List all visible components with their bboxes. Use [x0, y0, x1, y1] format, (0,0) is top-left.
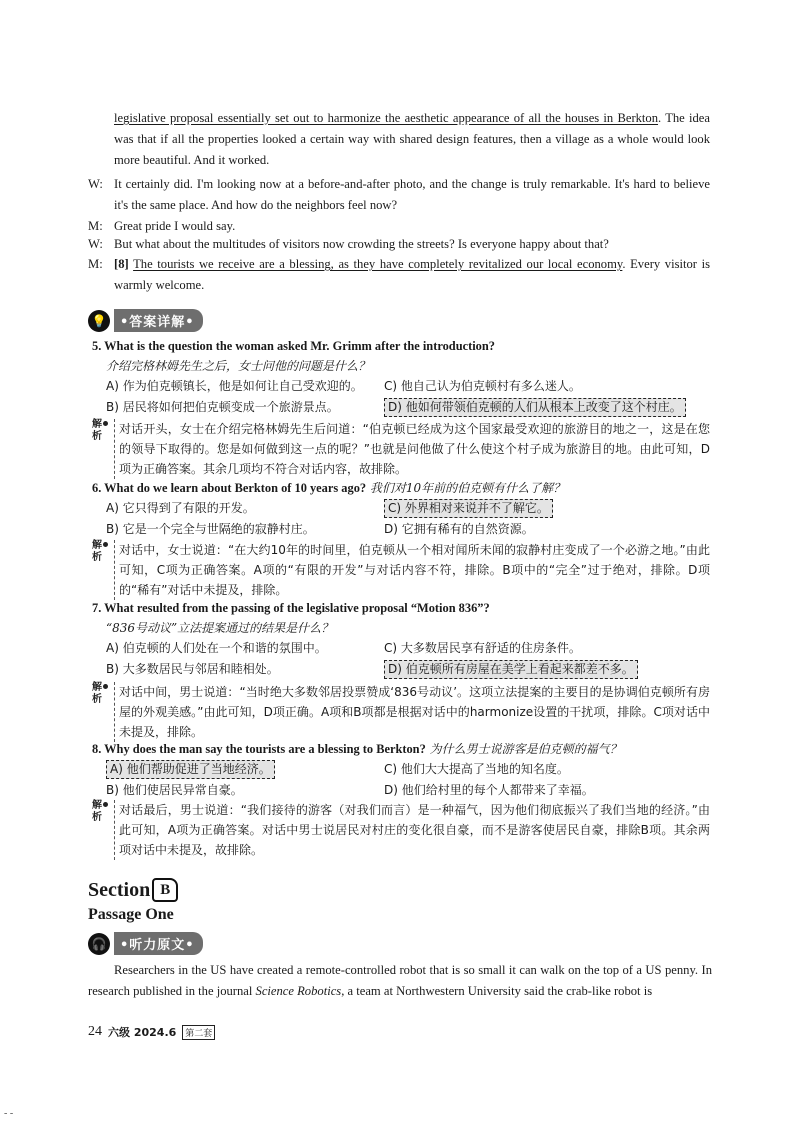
passage-paragraph — [88, 960, 712, 1002]
question-title-en: 8. Why does the man say the tourists are a blessing to Berkton? — [92, 742, 426, 756]
question-6 — [92, 478, 712, 540]
lightbulb-icon: 💡 — [88, 310, 110, 332]
question-marker: [8] — [114, 257, 129, 271]
footer-set-tag: 第二套 — [182, 1025, 215, 1040]
option-b: B) 他们使居民异常自豪。 — [106, 783, 243, 797]
option-c-correct: C) 外界相对来说并不了解它。 — [384, 499, 553, 518]
bullet-dot-icon — [103, 802, 108, 807]
question-translation: 为什么男士说游客是伯克顿的福气？ — [425, 742, 622, 756]
footer-label: 六级 2024.6 — [108, 1026, 177, 1039]
question-translation: 介绍完格林姆先生之后，女士问他的问题是什么？ — [106, 359, 371, 373]
option-d: D) 他们给村里的每个人都带来了幸福。 — [384, 783, 594, 797]
speaker-label: W: — [88, 237, 103, 251]
analysis-tag: 解析 — [92, 682, 102, 705]
question-translation: “836号动议”立法提案通过的结果是什么？ — [106, 621, 334, 635]
analysis-6 — [92, 540, 710, 600]
question-title-en: 6. What do we learn about Berkton of 10 years ago? — [92, 481, 367, 495]
analysis-tag: 解析 — [92, 800, 102, 823]
options-grid — [92, 376, 712, 418]
analysis-text: 对话开头，女士在介绍完格林姆先生后问道：“伯克顿已经成为这个国家最受欢迎的旅游目的地之一，这是在您的领导下取得的。您是如何做到这一点的呢？”也就是问他做了什么使这个村子成为旅游目的地。由此可知，D项为正确答案。其余几项均不符合对话内容，故排除。 — [114, 419, 710, 479]
option-a: A) 作为伯克顿镇长，他是如何让自己受欢迎的。 — [106, 379, 363, 393]
passage-title: Passage One — [88, 906, 174, 923]
option-c: C) 大多数居民享有舒适的住房条件。 — [384, 641, 581, 655]
headphones-icon: 🎧 — [88, 933, 110, 955]
option-d-correct: D) 他如何带领伯克顿的人们从根本上改变了这个村庄。 — [384, 398, 686, 417]
option-c: C) 他们大大提高了当地的知名度。 — [384, 762, 569, 776]
section-letter-badge: B — [152, 878, 178, 902]
dialogue-text: . Every visitor is warmly welcome. — [114, 257, 710, 292]
answer-detail-header — [88, 309, 203, 332]
dialogue-line — [88, 234, 710, 255]
dialogue-text: It certainly did. I'm looking now at a before-and-after photo, and the change is truly remarkable. It's hard to believe it's the same place. And how do the neighbors feel now? — [114, 177, 710, 212]
option-b: B) 它是一个完全与世隔绝的寂静村庄。 — [106, 522, 315, 536]
dialogue-text: . The idea was that if all the properties looked a certain way with shared design features, then a village as a whole would look more beautiful. And it worked. — [114, 111, 710, 167]
corner-mark: - - — [4, 1108, 14, 1119]
option-b: B) 居民将如何把伯克顿变成一个旅游景点。 — [106, 400, 339, 414]
analysis-text: 对话中间，男士说道：“当时绝大多数邻居投票赞成‘836号动议’。这项立法提案的主要目的是协调伯克顿所有房屋的外观美感。”由此可知，D项正确。A项和B项都是根据对话中的harmonize设置的干扰项，排除。C项对话中未提及，排除。 — [114, 682, 710, 742]
analysis-tag: 解析 — [92, 419, 102, 442]
journal-name: Science Robotics — [255, 984, 342, 998]
question-title — [92, 478, 712, 498]
question-5 — [92, 336, 712, 418]
bullet-dot-icon — [103, 542, 108, 547]
option-c: C) 他自己认为伯克顿村有多么迷人。 — [384, 379, 581, 393]
passage-text: , a team at Northwestern University said the crab-like robot is — [341, 984, 653, 998]
analysis-text: 对话最后，男士说道：“我们接待的游客（对我们而言）是一种福气，因为他们彻底振兴了我们当地的经济。”由此可知，A项为正确答案。对话中男士说居民对村庄的变化很自豪，而不是游客使居民自豪，排除B项。其余两项对话中未提及，故排除。 — [114, 800, 710, 860]
option-a-correct: A) 他们帮助促进了当地经济。 — [106, 760, 275, 779]
bullet-dot-icon — [103, 421, 108, 426]
passage-text: Researchers in the US have created a remote-controlled robot that is so small it can walk on the top of a US penny. In research published in the journal — [88, 963, 712, 998]
option-a: A) 伯克顿的人们处在一个和谐的氛围中。 — [106, 641, 327, 655]
analysis-text: 对话中，女士说道：“在大约10年的时间里，伯克顿从一个相对闻所未闻的寂静村庄变成了一个必游之地。”由此可知，C项为正确答案。A项的“有限的开发”与对话内容不符，排除。B项中的“完全”过于绝对，排除。D项的“稀有”对话中未提及，排除。 — [114, 540, 710, 600]
analysis-5 — [92, 419, 710, 479]
dialogue-text: Great pride I would say. — [114, 219, 236, 233]
dialogue-underlined-text: legislative proposal essentially set out to harmonize the aesthetic appearance of all the houses in Berkton — [114, 111, 659, 125]
question-title: 7. What resulted from the passing of the legislative proposal “Motion 836”? — [92, 601, 490, 615]
answer-detail-label: •答案详解• — [114, 309, 203, 332]
dialogue-text — [114, 254, 710, 296]
options-grid — [92, 638, 712, 680]
section-word: Section — [88, 878, 151, 901]
listening-header — [88, 932, 203, 955]
dialogue-paragraph-1 — [88, 108, 710, 171]
bullet-dot-icon — [103, 684, 108, 689]
dialogue-line — [88, 174, 710, 216]
option-d-correct: D) 伯克顿所有房屋在美学上看起来都差不多。 — [384, 660, 638, 679]
option-d: D) 它拥有稀有的自然资源。 — [384, 522, 534, 536]
question-title: 5. What is the question the woman asked Mr. Grimm after the introduction? — [92, 339, 495, 353]
dialogue-text: But what about the multitudes of visitors now crowding the streets? Is everyone happy about that? — [114, 237, 609, 251]
options-grid — [92, 498, 712, 540]
page-footer — [88, 1024, 215, 1040]
dialogue-underlined-text: The tourists we receive are a blessing, as they have completely revitalized our local economy — [133, 257, 623, 271]
page-number: 24 — [88, 1024, 102, 1039]
speaker-label: M: — [88, 219, 103, 233]
analysis-tag: 解析 — [92, 540, 102, 563]
option-a: A) 它只得到了有限的开发。 — [106, 501, 255, 515]
question-translation: 我们对10年前的伯克顿有什么了解？ — [366, 481, 566, 495]
question-title — [92, 739, 712, 759]
dialogue-line — [88, 254, 710, 296]
question-8 — [92, 739, 712, 801]
speaker-label: W: — [88, 177, 103, 191]
question-7 — [92, 598, 712, 680]
analysis-7 — [92, 682, 710, 742]
listening-label: •听力原文• — [114, 932, 203, 955]
speaker-label: M: — [88, 257, 103, 271]
options-grid — [92, 759, 712, 801]
option-b: B) 大多数居民与邻居和睦相处。 — [106, 662, 279, 676]
analysis-8 — [92, 800, 710, 860]
section-heading — [88, 878, 178, 902]
